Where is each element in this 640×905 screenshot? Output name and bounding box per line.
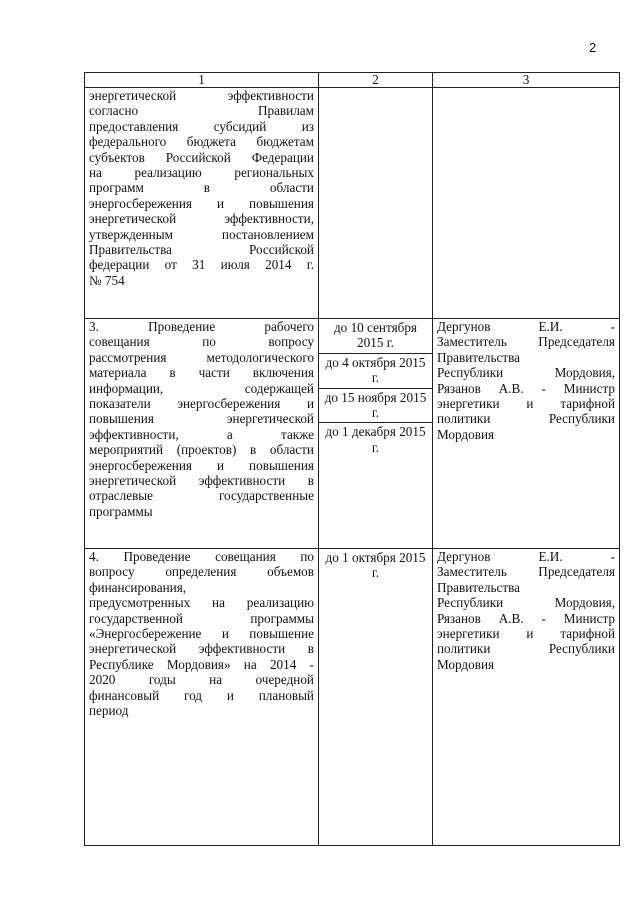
column-header-1: 1 [85, 73, 319, 88]
table-header-row [85, 73, 620, 88]
deadline-cell [319, 319, 433, 549]
deadline-date: до 4 октября 2015 г. [319, 354, 432, 389]
responsible-cell [433, 319, 620, 549]
description-line: «Энергосбережение и повышение [89, 626, 314, 642]
table-row [85, 88, 620, 319]
description-line: эффективности, а также [89, 426, 314, 442]
deadline-date: до 1 октября 2015 г. [325, 550, 426, 581]
responsible-line: энергетики и тарифной [437, 626, 615, 642]
description-line: Правительства Российской [89, 242, 314, 258]
description-line: повышения энергетической [89, 411, 314, 427]
description-line: федерации от 31 июля 2014 г. [89, 257, 314, 273]
responsible-line: Рязанов А.В. - Министр [437, 380, 615, 396]
description-line: субъектов Российской Федерации [89, 149, 314, 165]
description-cell [85, 88, 319, 319]
description-line: 3. Проведение рабочего [89, 319, 314, 334]
description-line: материала в части включения [89, 365, 314, 381]
deadline-cell [319, 88, 433, 319]
description-line: совещания по вопросу [89, 334, 314, 350]
table-row [85, 549, 620, 846]
description-line: энергетической эффективности в [89, 473, 314, 489]
deadline-date: до 10 сентября 2015 г. [319, 319, 432, 354]
description-line: энергетической эффективности в [89, 641, 314, 657]
responsible-line: Дергунов Е.И. - [437, 319, 615, 334]
description-line: финансирования, [89, 579, 187, 595]
responsible-line: Рязанов А.В. - Министр [437, 610, 615, 626]
deadline-date: до 1 декабря 2015 г. [325, 424, 426, 455]
responsible-line: Мордовия [437, 426, 495, 442]
description-line: на реализацию региональных [89, 165, 314, 181]
description-line: энергосбережения и повышения [89, 457, 314, 473]
responsible-line: Правительства [437, 579, 520, 595]
responsible-line: политики Республики [437, 641, 615, 657]
deadline-date: до 15 ноября 2015 г. [319, 389, 432, 424]
description-line: информации, содержащей [89, 380, 314, 396]
responsible-cell [433, 88, 620, 319]
description-line: программы [89, 503, 153, 519]
page-number: 2 [589, 40, 597, 55]
description-line: рассмотрения методологического [89, 349, 314, 365]
description-line: федерального бюджета бюджетам [89, 134, 314, 150]
description-line: согласно Правилам [89, 103, 314, 119]
table-row [85, 319, 620, 549]
responsible-line: Республики Мордовия, [437, 365, 615, 381]
description-line: № 754 [89, 272, 125, 288]
description-line: энергетической эффективности, [89, 211, 314, 227]
deadline-cell [319, 549, 433, 846]
responsible-line: Дергунов Е.И. - [437, 549, 615, 564]
responsible-cell [433, 549, 620, 846]
responsible-line: Правительства [437, 349, 520, 365]
responsible-line: Мордовия [437, 656, 495, 672]
description-cell [85, 319, 319, 549]
description-line: Республике Мордовия» на 2014 - [89, 656, 314, 672]
responsible-line: Заместитель Председателя [437, 334, 615, 350]
responsible-line: энергетики и тарифной [437, 396, 615, 412]
description-line: энергетической эффективности [89, 88, 314, 103]
description-line: предусмотренных на реализацию [89, 595, 314, 611]
column-header-3: 3 [433, 73, 620, 88]
description-line: утвержденным постановлением [89, 226, 314, 242]
responsible-line: политики Республики [437, 411, 615, 427]
column-header-2: 2 [319, 73, 433, 88]
description-line: 4. Проведение совещания по [89, 549, 314, 564]
description-cell [85, 549, 319, 846]
description-line: энергосбережения и повышения [89, 195, 314, 211]
description-line: период [89, 703, 129, 719]
description-line: 2020 годы на очередной [89, 672, 314, 688]
description-line: мероприятий (проектов) в области [89, 442, 314, 458]
description-line: государственной программы [89, 610, 314, 626]
description-line: отраслевые государственные [89, 488, 314, 504]
document-table [84, 72, 620, 846]
description-line: финансовый год и плановый [89, 687, 314, 703]
description-line: предоставления субсидий из [89, 118, 314, 134]
responsible-line: Республики Мордовия, [437, 595, 615, 611]
description-line: показатели энергосбережения и [89, 396, 314, 412]
description-line: программ в области [89, 180, 314, 196]
responsible-line: Заместитель Председателя [437, 564, 615, 580]
description-line: вопросу определения объемов [89, 564, 314, 580]
